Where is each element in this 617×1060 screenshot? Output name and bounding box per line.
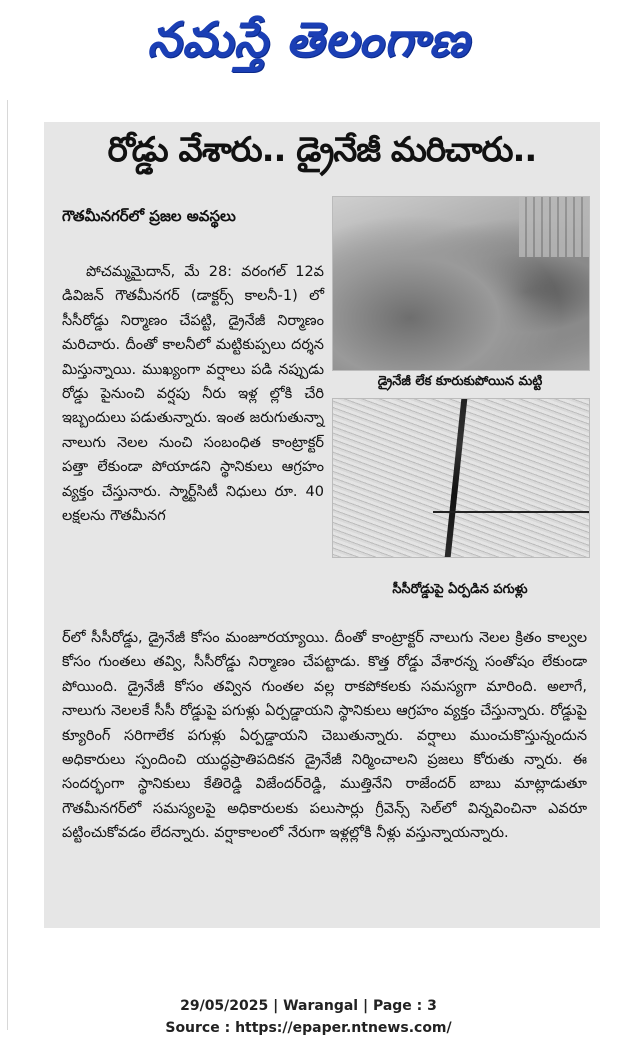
full-paragraph: ర్‌లో సీసీరోడ్డు, డ్రైనేజీ కోసం మంజూరయ్యాయి. దీంతో కాంట్రాక్టర్‌ నాలుగు నెలల క్రితం కాల్వల కోసం గుంతలు తవ్వి, సీసీరోడ్డు నిర్మాణం చేపట్టాడు. కొత్త రోడ్డు వేశారన్న సంతోషం లేకుండా పోయింది. డ్రైనేజీ కోసం తవ్విన గుంతల వల్ల రాకపోకలకు సమస్యగా మారింది. అలాగే, నాలుగు నెలలకే సీసీ రోడ్డుపై పగుళ్లు ఏర్పడ్డాయని స్థానికులు ఆగ్రహం వ్యక్తం చేస్తున్నారు. రోడ్డుపై క్యూరింగ్‌ సరిగాలేక పగుళ్లు ఏర్పడ్డాయని చెబుతున్నారు. వర్షాలు ముంచుకొస్తున్నందున అధికారులు స్పందించి యుద్ధప్రాతిపదికన డ్రైనేజీ నిర్మించాలని ప్రజలు కోరుతు న్నారు. ఈ సందర్భంగా స్థానికులు కేతిరెడ్డి విజేందర్‌రెడ్డి, ముత్తినేని రాజేందర్‌ బాబు మాట్లాడుతూ గౌతమీనగర్‌లో సమస్యలపై అధికారులకు పలుసార్లు గ్రీవెన్స్‌ సెల్‌లో విన్నవించినా ఎవరూ పట్టించుకోవడం లేదన్నారు. వర్షాకాలంలో నేరుగా ఇళ్లల్లోకి నీళ్లు వస్తున్నాయన్నారు. xyxy=(62,630,587,842)
masthead-title: నమస్తే తెలంగాణ xyxy=(147,12,470,68)
crack-mark xyxy=(445,399,468,557)
photo2-caption: సీసీరోడ్డుపై ఏర్పడిన పగుళ్లు xyxy=(392,582,528,597)
article-column-text xyxy=(62,260,324,528)
article-subhead: గౌతమీనగర్‌లో ప్రజల అవస్థలు xyxy=(62,207,236,225)
photo-soil-drainage xyxy=(332,196,590,371)
footer-source: Source : https://epaper.ntnews.com/ xyxy=(165,1020,452,1036)
column-paragraph: పోచమ్మమైదాన్‌, మే 28: వరంగల్‌ 12వ డివిజన్‌ గౌతమీనగర్‌ (డాక్టర్స్‌ కాలనీ-1) లో సీసీరోడ్డు నిర్మాణం చేపట్టి, డ్రైనేజీ నిర్మాణం మరిచారు. దీంతో కాలనీలో మట్టికుప్పలు దర్శన మిస్తున్నాయి. ముఖ్యంగా వర్షాలు పడి నప్పుడు రోడ్డు పైనుంచి వర్షపు నీరు ఇళ్ల ల్లోకి చేరి ఇబ్బందులు పడుతున్నారు. ఇంత జరుగుతున్నా నాలుగు నెలల నుంచి సంబంధిత కాంట్రాక్టర్‌ పత్తా లేకుండా పోయాడని స్థానికులు ఆగ్రహం వ్యక్తం చేస్తునారు. స్మార్ట్‌సిటీ నిధులు రూ. 40 లక్షలను గౌతమీనగ xyxy=(62,264,324,525)
footer-date-edition: 29/05/2025 | Warangal | Page : 3 xyxy=(180,998,437,1014)
photo-road-crack xyxy=(332,398,590,558)
crack-line xyxy=(433,511,589,513)
article-full-width-text xyxy=(62,626,587,846)
page-edge-rule xyxy=(7,100,8,1030)
masthead-logo xyxy=(0,4,617,76)
photo1-caption: డ్రైనేజీ లేక కూరుకుపోయిన మట్టి xyxy=(377,374,543,389)
article-headline: రోడ్డు వేశారు.. డ్రైనేజీ మరిచారు.. xyxy=(107,130,537,170)
